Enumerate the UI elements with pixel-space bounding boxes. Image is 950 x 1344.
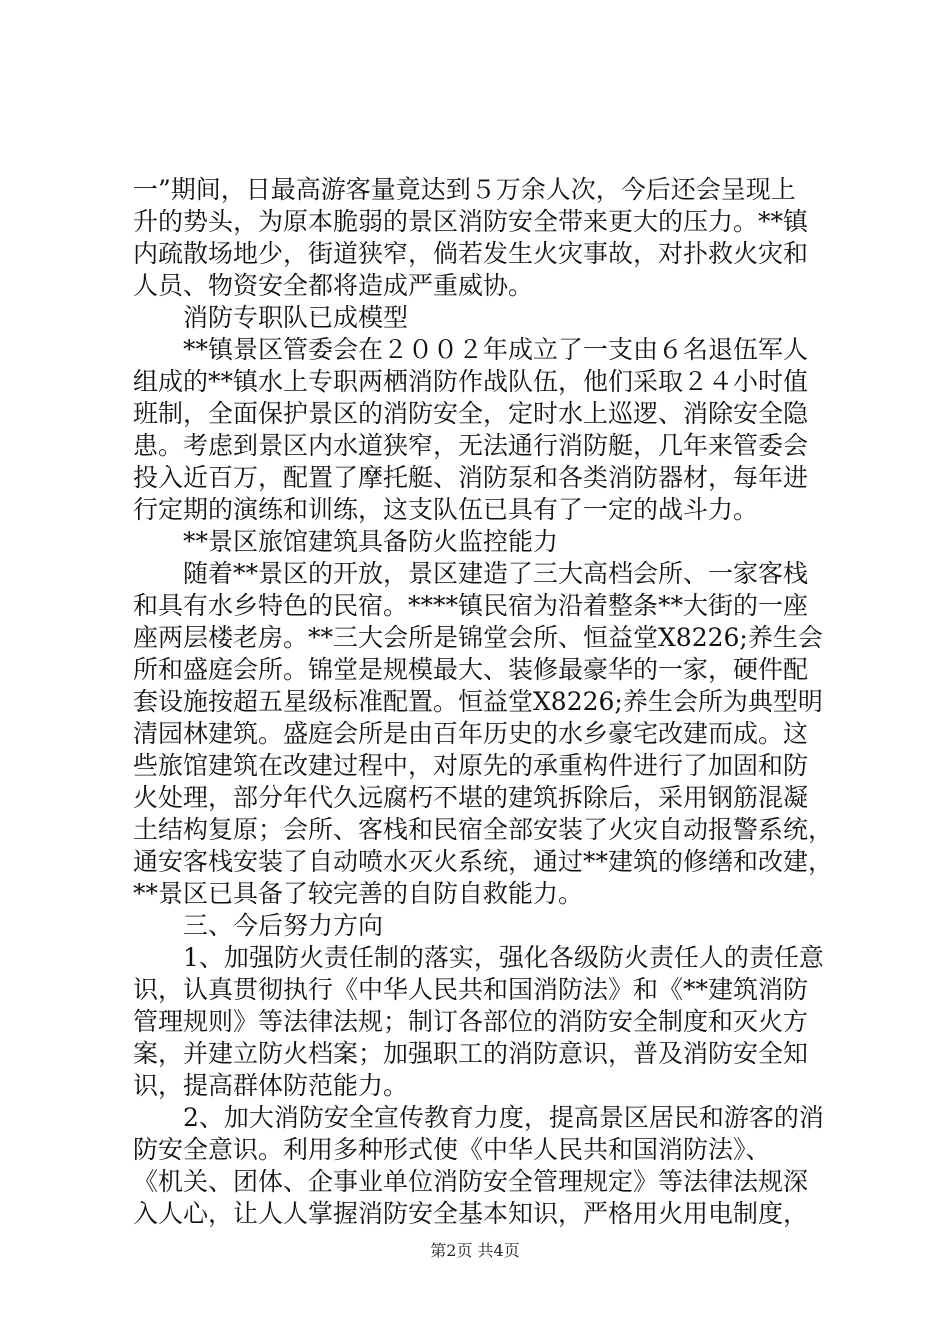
text-line: 通安客栈安装了自动喷水灭火系统，通过**建筑的修缮和改建， bbox=[133, 847, 834, 876]
text-line: 套设施按超五星级标准配置。恒益堂X8226;养生会所为典型明 bbox=[133, 687, 823, 716]
text-line: 2、加大消防安全宣传教育力度，提高景区居民和游客的消 bbox=[133, 1103, 824, 1132]
text-line: 火处理，部分年代久远腐朽不堪的建筑拆除后，采用钢筋混凝 bbox=[133, 783, 809, 812]
text-line: 升的势头，为原本脆弱的景区消防安全带来更大的压力。**镇 bbox=[133, 207, 809, 236]
text-line: 识，提高群体防范能力。 bbox=[133, 1071, 409, 1100]
text-line: 患。考虑到景区内水道狭窄，无法通行消防艇，几年来管委会 bbox=[133, 431, 809, 460]
text-line: 组成的**镇水上专职两栖消防作战队伍，他们采取２４小时值 bbox=[133, 367, 809, 396]
section-heading: 消防专职队已成模型 bbox=[133, 303, 409, 332]
text-line: 班制，全面保护景区的消防安全，定时水上巡逻、消除安全隐 bbox=[133, 399, 809, 428]
section-heading: 三、今后努力方向 bbox=[133, 911, 384, 940]
text-line: 1、加强防火责任制的落实，强化各级防火责任人的责任意 bbox=[133, 943, 824, 972]
text-line: 一”期间，日最高游客量竟达到５万余人次，今后还会呈现上 bbox=[133, 175, 796, 204]
text-line: 内疏散场地少，街道狭窄，倘若发生火灾事故，对扑救火灾和 bbox=[133, 239, 809, 268]
text-line: 《机关、团体、企事业单位消防安全管理规定》等法律法规深 bbox=[133, 1167, 809, 1196]
text-line: **镇景区管委会在２００２年成立了一支由６名退伍军人 bbox=[133, 335, 809, 364]
text-line: 随着**景区的开放，景区建造了三大高档会所、一家客栈 bbox=[133, 559, 809, 588]
text-line: 和具有水乡特色的民宿。****镇民宿为沿着整条**大街的一座 bbox=[133, 591, 809, 620]
text-line: 人员、物资安全都将造成严重威协。 bbox=[133, 271, 534, 300]
text-line: 管理规则》等法律法规；制订各部位的消防安全制度和灭火方 bbox=[133, 1007, 809, 1036]
text-line: 座两层楼老房。**三大会所是锦堂会所、恒益堂X8226;养生会 bbox=[133, 623, 823, 652]
text-line: 土结构复原；会所、客栈和民宿全部安装了火灾自动报警系统， bbox=[133, 815, 834, 844]
section-heading: **景区旅馆建筑具备防火监控能力 bbox=[133, 527, 559, 556]
text-line: 清园林建筑。盛庭会所是由百年历史的水乡豪宅改建而成。这 bbox=[133, 719, 809, 748]
text-line: **景区已具备了较完善的自防自救能力。 bbox=[133, 879, 584, 908]
text-line: 防安全意识。利用多种形式使《中华人民共和国消防法》、 bbox=[133, 1135, 771, 1164]
text-line: 案，并建立防火档案；加强职工的消防意识，普及消防安全知 bbox=[133, 1039, 809, 1068]
text-line: 所和盛庭会所。锦堂是规模最大、装修最豪华的一家，硬件配 bbox=[133, 655, 809, 684]
text-line: 投入近百万，配置了摩托艇、消防泵和各类消防器材，每年进 bbox=[133, 463, 809, 492]
text-line: 行定期的演练和训练，这支队伍已具有了一定的战斗力。 bbox=[133, 495, 759, 524]
text-line: 识，认真贯彻执行《中华人民共和国消防法》和《**建筑消防 bbox=[133, 975, 809, 1004]
text-line: 些旅馆建筑在改建过程中，对原先的承重构件进行了加固和防 bbox=[133, 751, 809, 780]
text-line: 入人心，让人人掌握消防安全基本知识，严格用火用电制度， bbox=[133, 1199, 809, 1228]
page-footer: 第2页 共4页 bbox=[430, 1241, 520, 1260]
